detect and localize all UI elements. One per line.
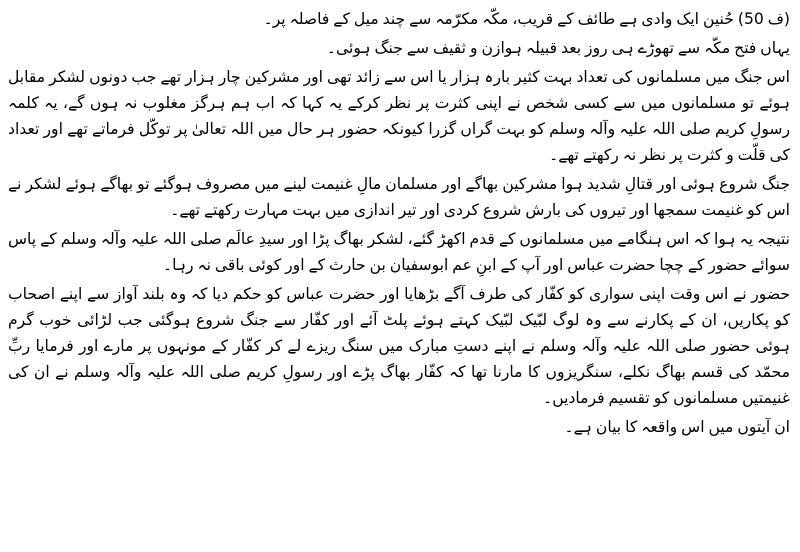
- paragraph-footnote-hunain: (ف 50) حُنین ایک وادی ہے طائف کے قریب، مکّہ مکرّمہ سے چند میل کے فاصلہ پر۔: [263, 10, 790, 28]
- paragraph-battle-begins: جنگ شروع ہوئی اور قتالِ شدید ہوا مشرکین بھاگے اور مسلمان مالِ غنیمت لینے میں مصروف ہوگئے تو بھاگے ہوئے لشکر نے اس کو غنیمت سمجھا اور تیروں کی بارش شروع کردی اور تیر اندازی میں بہت مہارت رکھتے تھے۔: [8, 175, 790, 219]
- paragraph-army-retreats: نتیجہ یہ ہوا کہ اس ہنگامے میں مسلمانوں کے قدم اکھڑ گئے، لشکر بھاگ پڑا اور سیدِ عالَم صلی اللہ علیہ وآلہ وسلم کے پاس سوائے حضور کے چچا حضرت عباس اور آپ کے ابنِ عم ابوسفیان بن حارث کے اور کوئی باقی نہ رہا۔: [8, 230, 790, 274]
- paragraph-battle-after-conquest: یہاں فتح مکّہ سے تھوڑے ہی روز بعد قبیلہ ہوازن و ثقیف سے جنگ ہوئی۔: [326, 39, 790, 57]
- paragraph-army-numbers: اس جنگ میں مسلمانوں کی تعداد بہت کثیر بارہ ہزار یا اس سے زائد تھی اور مشرکین چار ہزار تھے جب دونوں لشکر مقابل ہوئے تو مسلمانوں میں سے کسی شخص نے اپنی کثرت پر نظر کرکے یہ کہا کہ اب ہم ہرگز مغلوب نہ ہوں گے، یہ کلمہ رسولِ کریم صلی اللہ علیہ وآلہ وسلم کو بہت گراں گزرا کیونکہ حضور ہر حال میں اللہ تعالیٰ پر توکّل فرماتے تھے اور تعداد کی قلّت و کثرت پر نظر نہ رکھتے تھے۔: [8, 68, 790, 164]
- paragraph-closing-note: ان آیتوں میں اس واقعہ کا بیان ہے۔: [564, 418, 790, 436]
- paragraph-victory: حضور نے اس وقت اپنی سواری کو کفّار کی طرف آگے بڑھایا اور حضرت عباس کو حکم دیا کہ وہ بلند آواز سے اپنے اصحاب کو پکاریں، ان کے پکارنے سے وہ لوگ لبّیک لبّیک کہتے ہوئے پلٹ آئے اور کفّار سے جنگ شروع ہوگئی جب لڑائی خوب گرم ہوئی حضور صلی اللہ علیہ وآلہ وسلم نے اپنے دستِ مبارک میں سنگ ریزے لے کر کفّار کے مونہوں پر مارے اور فرمایا ربِّ محمّد کی قسم بھاگ نکلے، سنگریزوں کا مارنا تھا کہ کفّار بھاگ پڑے اور رسولِ کریم صلی اللہ علیہ وآلہ وسلم نے ان کی غنیمتیں مسلمانوں کو تقسیم فرمادیں۔: [8, 285, 790, 407]
